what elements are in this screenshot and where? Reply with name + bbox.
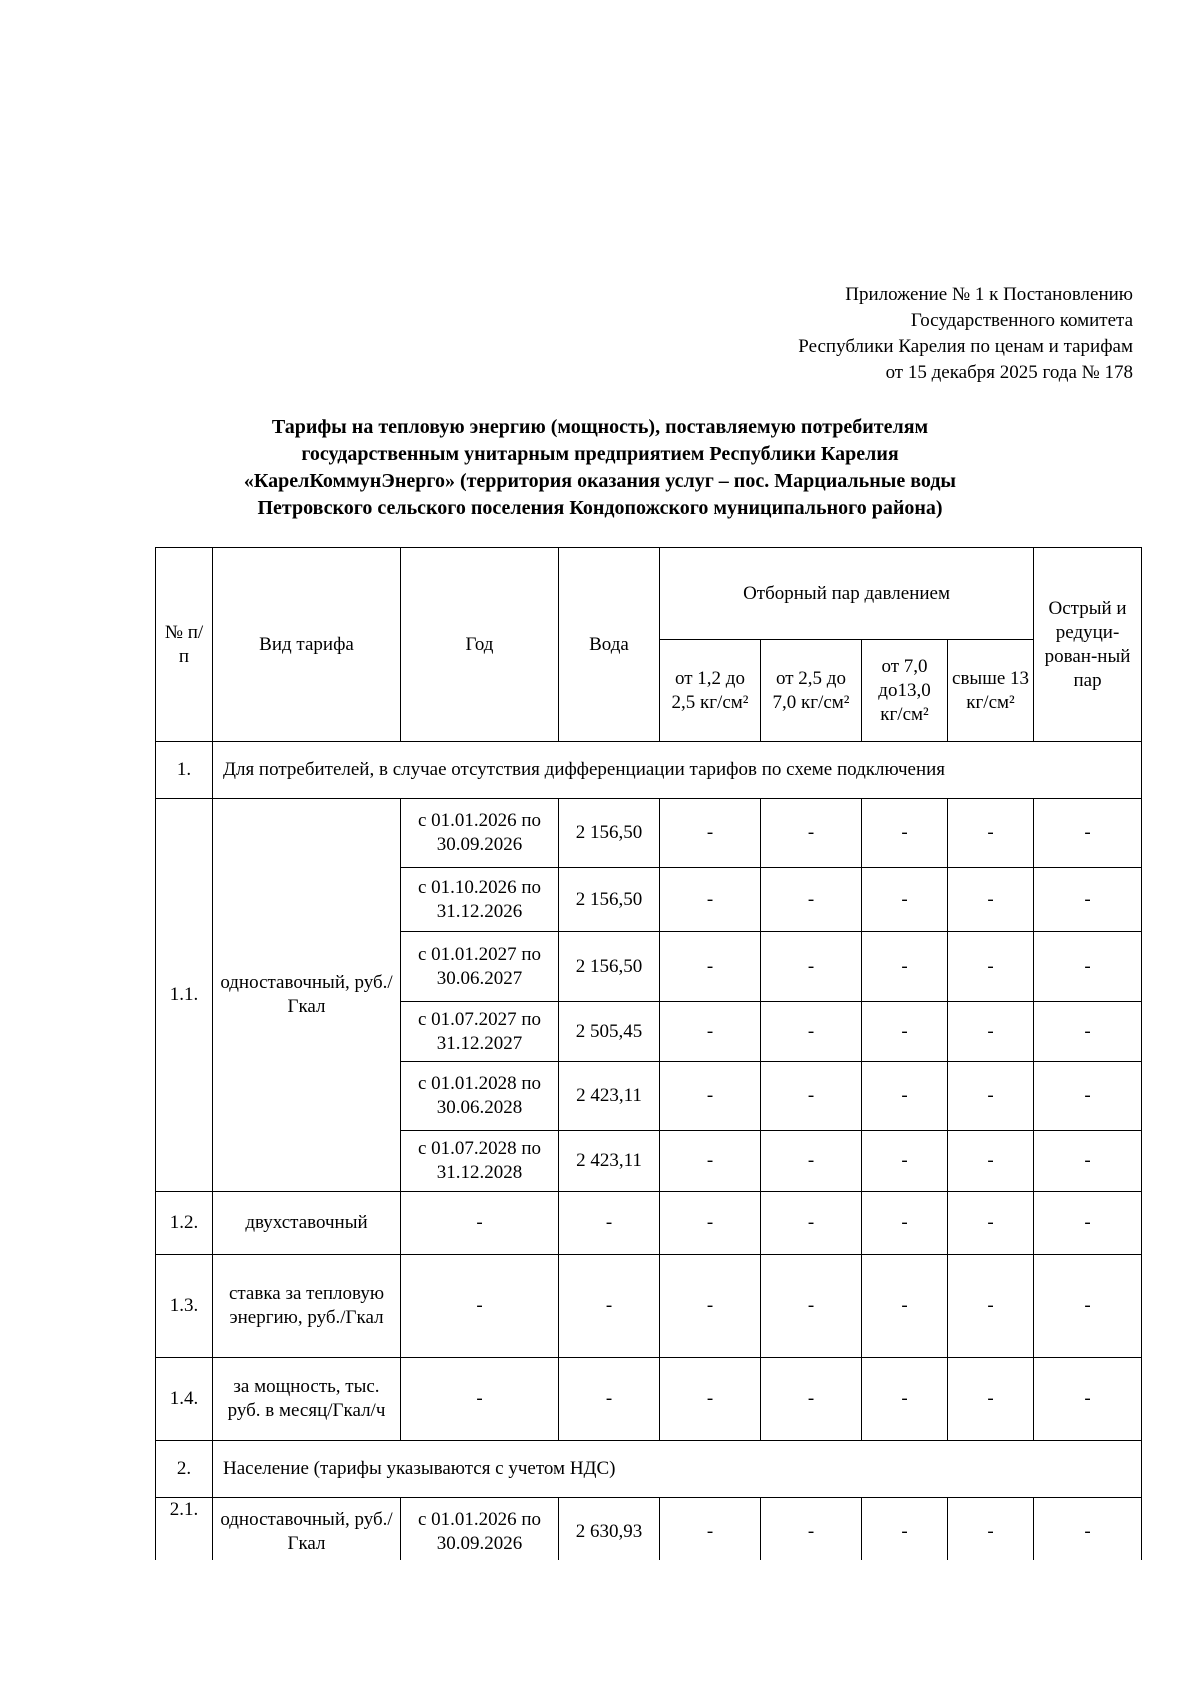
row-steam-4: - bbox=[948, 1062, 1034, 1131]
row-period: с 01.01.2026 по 30.09.2026 bbox=[401, 799, 559, 868]
row-sharp: - bbox=[1034, 799, 1142, 868]
row-water: - bbox=[559, 1192, 660, 1255]
header-type: Вид тарифа bbox=[213, 548, 401, 742]
row-water: 2 505,45 bbox=[559, 1002, 660, 1062]
section-row bbox=[156, 742, 1142, 799]
row-period: с 01.07.2028 по 31.12.2028 bbox=[401, 1131, 559, 1192]
row-steam-1: - bbox=[660, 799, 761, 868]
row-sharp: - bbox=[1034, 868, 1142, 932]
row-steam-4: - bbox=[948, 1358, 1034, 1441]
row-sharp: - bbox=[1034, 1192, 1142, 1255]
row-water: - bbox=[559, 1255, 660, 1358]
row-water: 2 156,50 bbox=[559, 932, 660, 1002]
row-steam-3: - bbox=[862, 932, 948, 1002]
section-label: Для потребителей, в случае отсутствия дифференциации тарифов по схеме подключения bbox=[213, 742, 1142, 799]
row-num: 2.1. bbox=[156, 1498, 213, 1566]
row-steam-3: - bbox=[862, 799, 948, 868]
table-row bbox=[156, 799, 1142, 868]
row-steam-4: - bbox=[948, 868, 1034, 932]
row-steam-4: - bbox=[948, 1498, 1034, 1566]
appendix-line: от 15 декабря 2025 года № 178 bbox=[885, 362, 1133, 383]
header-steam-2: от 2,5 до 7,0 кг/см² bbox=[761, 640, 862, 742]
row-water: 2 630,93 bbox=[559, 1498, 660, 1566]
row-steam-1: - bbox=[660, 1498, 761, 1566]
row-steam-4: - bbox=[948, 1255, 1034, 1358]
header-row bbox=[156, 548, 1142, 640]
header-steam-3: от 7,0 до13,0 кг/см² bbox=[862, 640, 948, 742]
row-period: - bbox=[401, 1255, 559, 1358]
row-water: - bbox=[559, 1358, 660, 1441]
appendix-line: Приложение № 1 к Постановлению bbox=[845, 284, 1133, 305]
row-steam-1: - bbox=[660, 1062, 761, 1131]
table-row bbox=[156, 1498, 1142, 1566]
row-steam-2: - bbox=[761, 1255, 862, 1358]
tariff-table bbox=[155, 547, 1142, 1566]
row-sharp: - bbox=[1034, 1358, 1142, 1441]
row-num: 1.4. bbox=[156, 1358, 213, 1441]
table-row bbox=[156, 1255, 1142, 1358]
row-water: 2 423,11 bbox=[559, 1131, 660, 1192]
row-period: - bbox=[401, 1192, 559, 1255]
row-sharp: - bbox=[1034, 932, 1142, 1002]
row-steam-1: - bbox=[660, 1131, 761, 1192]
row-steam-4: - bbox=[948, 1131, 1034, 1192]
row-steam-3: - bbox=[862, 1131, 948, 1192]
table-row bbox=[156, 1192, 1142, 1255]
page-bottom-margin bbox=[0, 1560, 1200, 1697]
row-sharp: - bbox=[1034, 1131, 1142, 1192]
title-line: государственным унитарным предприятием Республики Карелия bbox=[301, 443, 899, 465]
row-period: с 01.10.2026 по 31.12.2026 bbox=[401, 868, 559, 932]
row-steam-3: - bbox=[862, 1255, 948, 1358]
appendix-header bbox=[798, 282, 1133, 386]
row-steam-2: - bbox=[761, 1062, 862, 1131]
document-title bbox=[150, 414, 1050, 522]
row-steam-2: - bbox=[761, 1002, 862, 1062]
row-period: с 01.01.2026 по 30.09.2026 bbox=[401, 1498, 559, 1566]
header-steam-4: свыше 13 кг/см² bbox=[948, 640, 1034, 742]
row-steam-2: - bbox=[761, 932, 862, 1002]
section-num: 2. bbox=[156, 1441, 213, 1498]
row-water: 2 423,11 bbox=[559, 1062, 660, 1131]
row-num: 1.3. bbox=[156, 1255, 213, 1358]
row-steam-4: - bbox=[948, 932, 1034, 1002]
appendix-line: Государственного комитета bbox=[910, 310, 1133, 331]
header-water: Вода bbox=[559, 548, 660, 742]
title-line: Тарифы на тепловую энергию (мощность), поставляемую потребителям bbox=[271, 416, 929, 438]
row-steam-3: - bbox=[862, 1062, 948, 1131]
row-steam-3: - bbox=[862, 1192, 948, 1255]
section-label: Население (тарифы указываются с учетом НДС) bbox=[213, 1441, 1142, 1498]
row-steam-1: - bbox=[660, 1002, 761, 1062]
row-period: с 01.01.2028 по 30.06.2028 bbox=[401, 1062, 559, 1131]
title-line: Петровского сельского поселения Кондопожского муниципального района) bbox=[257, 497, 943, 519]
header-year: Год bbox=[401, 548, 559, 742]
header-num: № п/п bbox=[156, 548, 213, 742]
row-type: за мощность, тыс. руб. в месяц/Гкал/ч bbox=[213, 1358, 401, 1441]
appendix-line: Республики Карелия по ценам и тарифам bbox=[798, 336, 1133, 357]
row-steam-1: - bbox=[660, 868, 761, 932]
row-type: ставка за тепловую энергию, руб./Гкал bbox=[213, 1255, 401, 1358]
row-steam-1: - bbox=[660, 932, 761, 1002]
row-steam-1: - bbox=[660, 1255, 761, 1358]
row-steam-2: - bbox=[761, 799, 862, 868]
row-type: одноставочный, руб./Гкал bbox=[213, 1498, 401, 1566]
row-steam-4: - bbox=[948, 1192, 1034, 1255]
row-steam-2: - bbox=[761, 868, 862, 932]
row-period: - bbox=[401, 1358, 559, 1441]
row-steam-3: - bbox=[862, 868, 948, 932]
row-steam-2: - bbox=[761, 1192, 862, 1255]
row-water: 2 156,50 bbox=[559, 868, 660, 932]
row-num: 1.1. bbox=[156, 799, 213, 1192]
row-period: с 01.01.2027 по 30.06.2027 bbox=[401, 932, 559, 1002]
header-steam-1: от 1,2 до 2,5 кг/см² bbox=[660, 640, 761, 742]
title-line: «КарелКоммунЭнерго» (территория оказания услуг – пос. Марциальные воды bbox=[243, 470, 957, 492]
row-steam-3: - bbox=[862, 1002, 948, 1062]
row-steam-4: - bbox=[948, 799, 1034, 868]
row-sharp: - bbox=[1034, 1002, 1142, 1062]
row-steam-2: - bbox=[761, 1131, 862, 1192]
row-steam-3: - bbox=[862, 1498, 948, 1566]
row-steam-1: - bbox=[660, 1192, 761, 1255]
row-sharp: - bbox=[1034, 1062, 1142, 1131]
row-sharp: - bbox=[1034, 1498, 1142, 1566]
row-num: 1.2. bbox=[156, 1192, 213, 1255]
row-period: с 01.07.2027 по 31.12.2027 bbox=[401, 1002, 559, 1062]
row-steam-1: - bbox=[660, 1358, 761, 1441]
row-water: 2 156,50 bbox=[559, 799, 660, 868]
table-row bbox=[156, 1358, 1142, 1441]
row-steam-3: - bbox=[862, 1358, 948, 1441]
row-type: двухставочный bbox=[213, 1192, 401, 1255]
row-steam-2: - bbox=[761, 1358, 862, 1441]
row-sharp: - bbox=[1034, 1255, 1142, 1358]
header-steam-group: Отборный пар давлением bbox=[660, 548, 1034, 640]
row-type: одноставочный, руб./Гкал bbox=[213, 799, 401, 1192]
section-num: 1. bbox=[156, 742, 213, 799]
row-steam-2: - bbox=[761, 1498, 862, 1566]
header-sharp-steam: Острый и редуци-рован-ный пар bbox=[1034, 548, 1142, 742]
section-row bbox=[156, 1441, 1142, 1498]
row-steam-4: - bbox=[948, 1002, 1034, 1062]
